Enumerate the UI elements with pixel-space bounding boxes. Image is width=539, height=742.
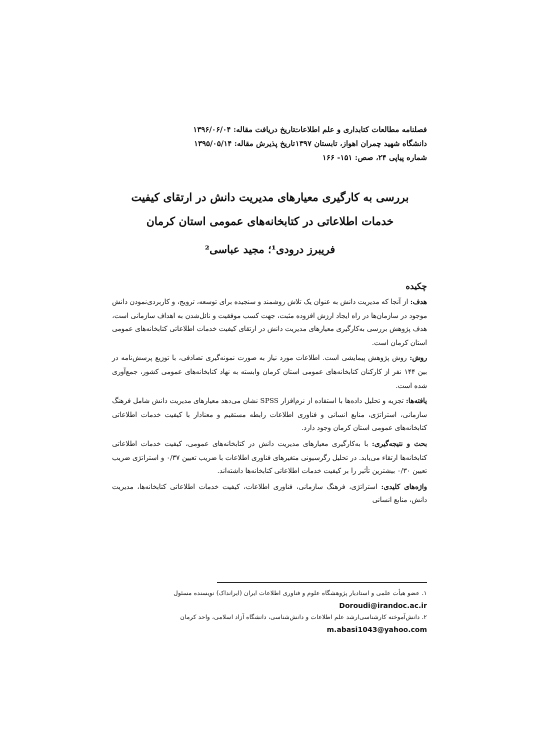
objective-text: از آنجا که مدیریت دانش به عنوان یک تلاش روشمند و سنجیده برای توسعه، ترویج، و کاربردی‌نمودن دانش موجود در سازمان‌ها در راه ایجاد ارزش افزوده مثبت، جهت کسب موفقیت و نائل‌شدن به اهداف سازمانی است، هدف پژوهش بررسی به‌کارگیری معیارهای مدیریت دانش در ارتقای کیفیت خدمات اطلاعاتی کتابخانه‌های عمومی استان کرمان است. — [112, 298, 427, 347]
authors: فریبرز درودی¹؛ مجید عباسی² — [204, 244, 336, 256]
footnote-2: ۲. دانش‌آموخته کارشناسی‌ارشد علم اطلاعات و دانش‌شناسی، دانشگاه آزاد اسلامی، واحد کرمان — [180, 614, 427, 621]
footnote-divider — [217, 582, 427, 583]
issue-pages: شماره پیاپی ۲۴، صص: ۱۵۱- ۱۶۶ — [322, 153, 427, 162]
accepted-date: تاریخ پذیرش مقاله: ۱۳۹۵/۰۵/۱۴ — [193, 139, 295, 148]
keywords-label: واژه‌های کلیدی: — [381, 482, 427, 491]
article-dates — [155, 123, 295, 151]
title-line-1: بررسی به کارگیری معیارهای مدیریت دانش در ارتقای کیفیت — [131, 191, 409, 204]
footnote-2-email: m.abasi1043@yahoo.com — [326, 626, 427, 634]
received-date: تاریخ دریافت مقاله: ۱۳۹۶/۰۶/۰۴ — [193, 125, 295, 134]
title-line-2: خدمات اطلاعاتی در کتابخانه‌های عمومی استان کرمان — [146, 215, 394, 228]
method-text: روش پژوهش پیمایشی است. اطلاعات مورد نیاز به صورت نمونه‌گیری تصادفی، با توزیع پرسش‌نامه در بین ۱۴۴ نفر از کارکنان کتابخانه‌های عمومی استان کرمان وابسته به نهاد کتابخانه‌های عمومی کشور، جمع‌آوری شده است. — [112, 354, 427, 390]
abstract-conclusion — [112, 438, 427, 479]
abstract-heading: چکیده — [405, 282, 427, 292]
abstract-body — [112, 296, 427, 510]
keywords-text: استراتژی، فرهنگ سازمانی، فناوری اطلاعات، کیفیت خدمات اطلاعاتی کتابخانه‌ها، مدیریت دانش، منابع انسانی — [112, 482, 427, 505]
abstract-keywords — [112, 481, 427, 508]
findings-label: یافته‌ها: — [405, 397, 427, 406]
findings-text: تجزیه و تحلیل داده‌ها با استفاده از نرم‌افزار SPSS نشان می‌دهد معیارهای مدیریت دانش شامل فرهنگ سازمانی، استراتژی، منابع انسانی و فناوری اطلاعات رابطه مستقیم و معنادار با کیفیت خدمات اطلاعاتی کتابخانه‌های عمومی استان کرمان وجود دارد. — [112, 397, 427, 433]
footnote-1: ۱. عضو هیأت علمی و استادیار پژوهشگاه علوم و فناوری اطلاعات ایران (ایرانداک) نویسنده مسئول — [173, 590, 427, 597]
abstract-objective — [112, 296, 427, 350]
abstract-findings — [112, 395, 427, 436]
university-issue: دانشگاه شهید چمران اهواز، تابستان ۱۳۹۷ — [295, 139, 427, 148]
conclusion-text: با به‌کارگیری معیارهای مدیریت دانش در کتابخانه‌های عمومی، کیفیت خدمات اطلاعاتی کتابخانه‌ها ارتقاء می‌یابد. در تحلیل رگرسیونی متغیرهای فناوری اطلاعات با ضریب تعیین ۰/۳۷ و استراتژی ضریب تعیین ۰/۳۰ بیشترین تأثیر را بر کیفیت خدمات اطلاعاتی کتابخانه‌ها داشته‌اند. — [112, 439, 427, 476]
footnote-1-email: Doroudi@irandoc.ac.ir — [339, 602, 427, 610]
article-title — [90, 186, 450, 234]
method-label: روش: — [409, 354, 427, 363]
journal-name: فصلنامه مطالعات کتابداری و علم اطلاعات — [293, 125, 427, 134]
conclusion-label: بحث و نتیجه‌گیری: — [371, 439, 427, 448]
abstract-method — [112, 352, 427, 393]
footnotes — [112, 588, 427, 636]
objective-label: هدف: — [410, 298, 427, 306]
